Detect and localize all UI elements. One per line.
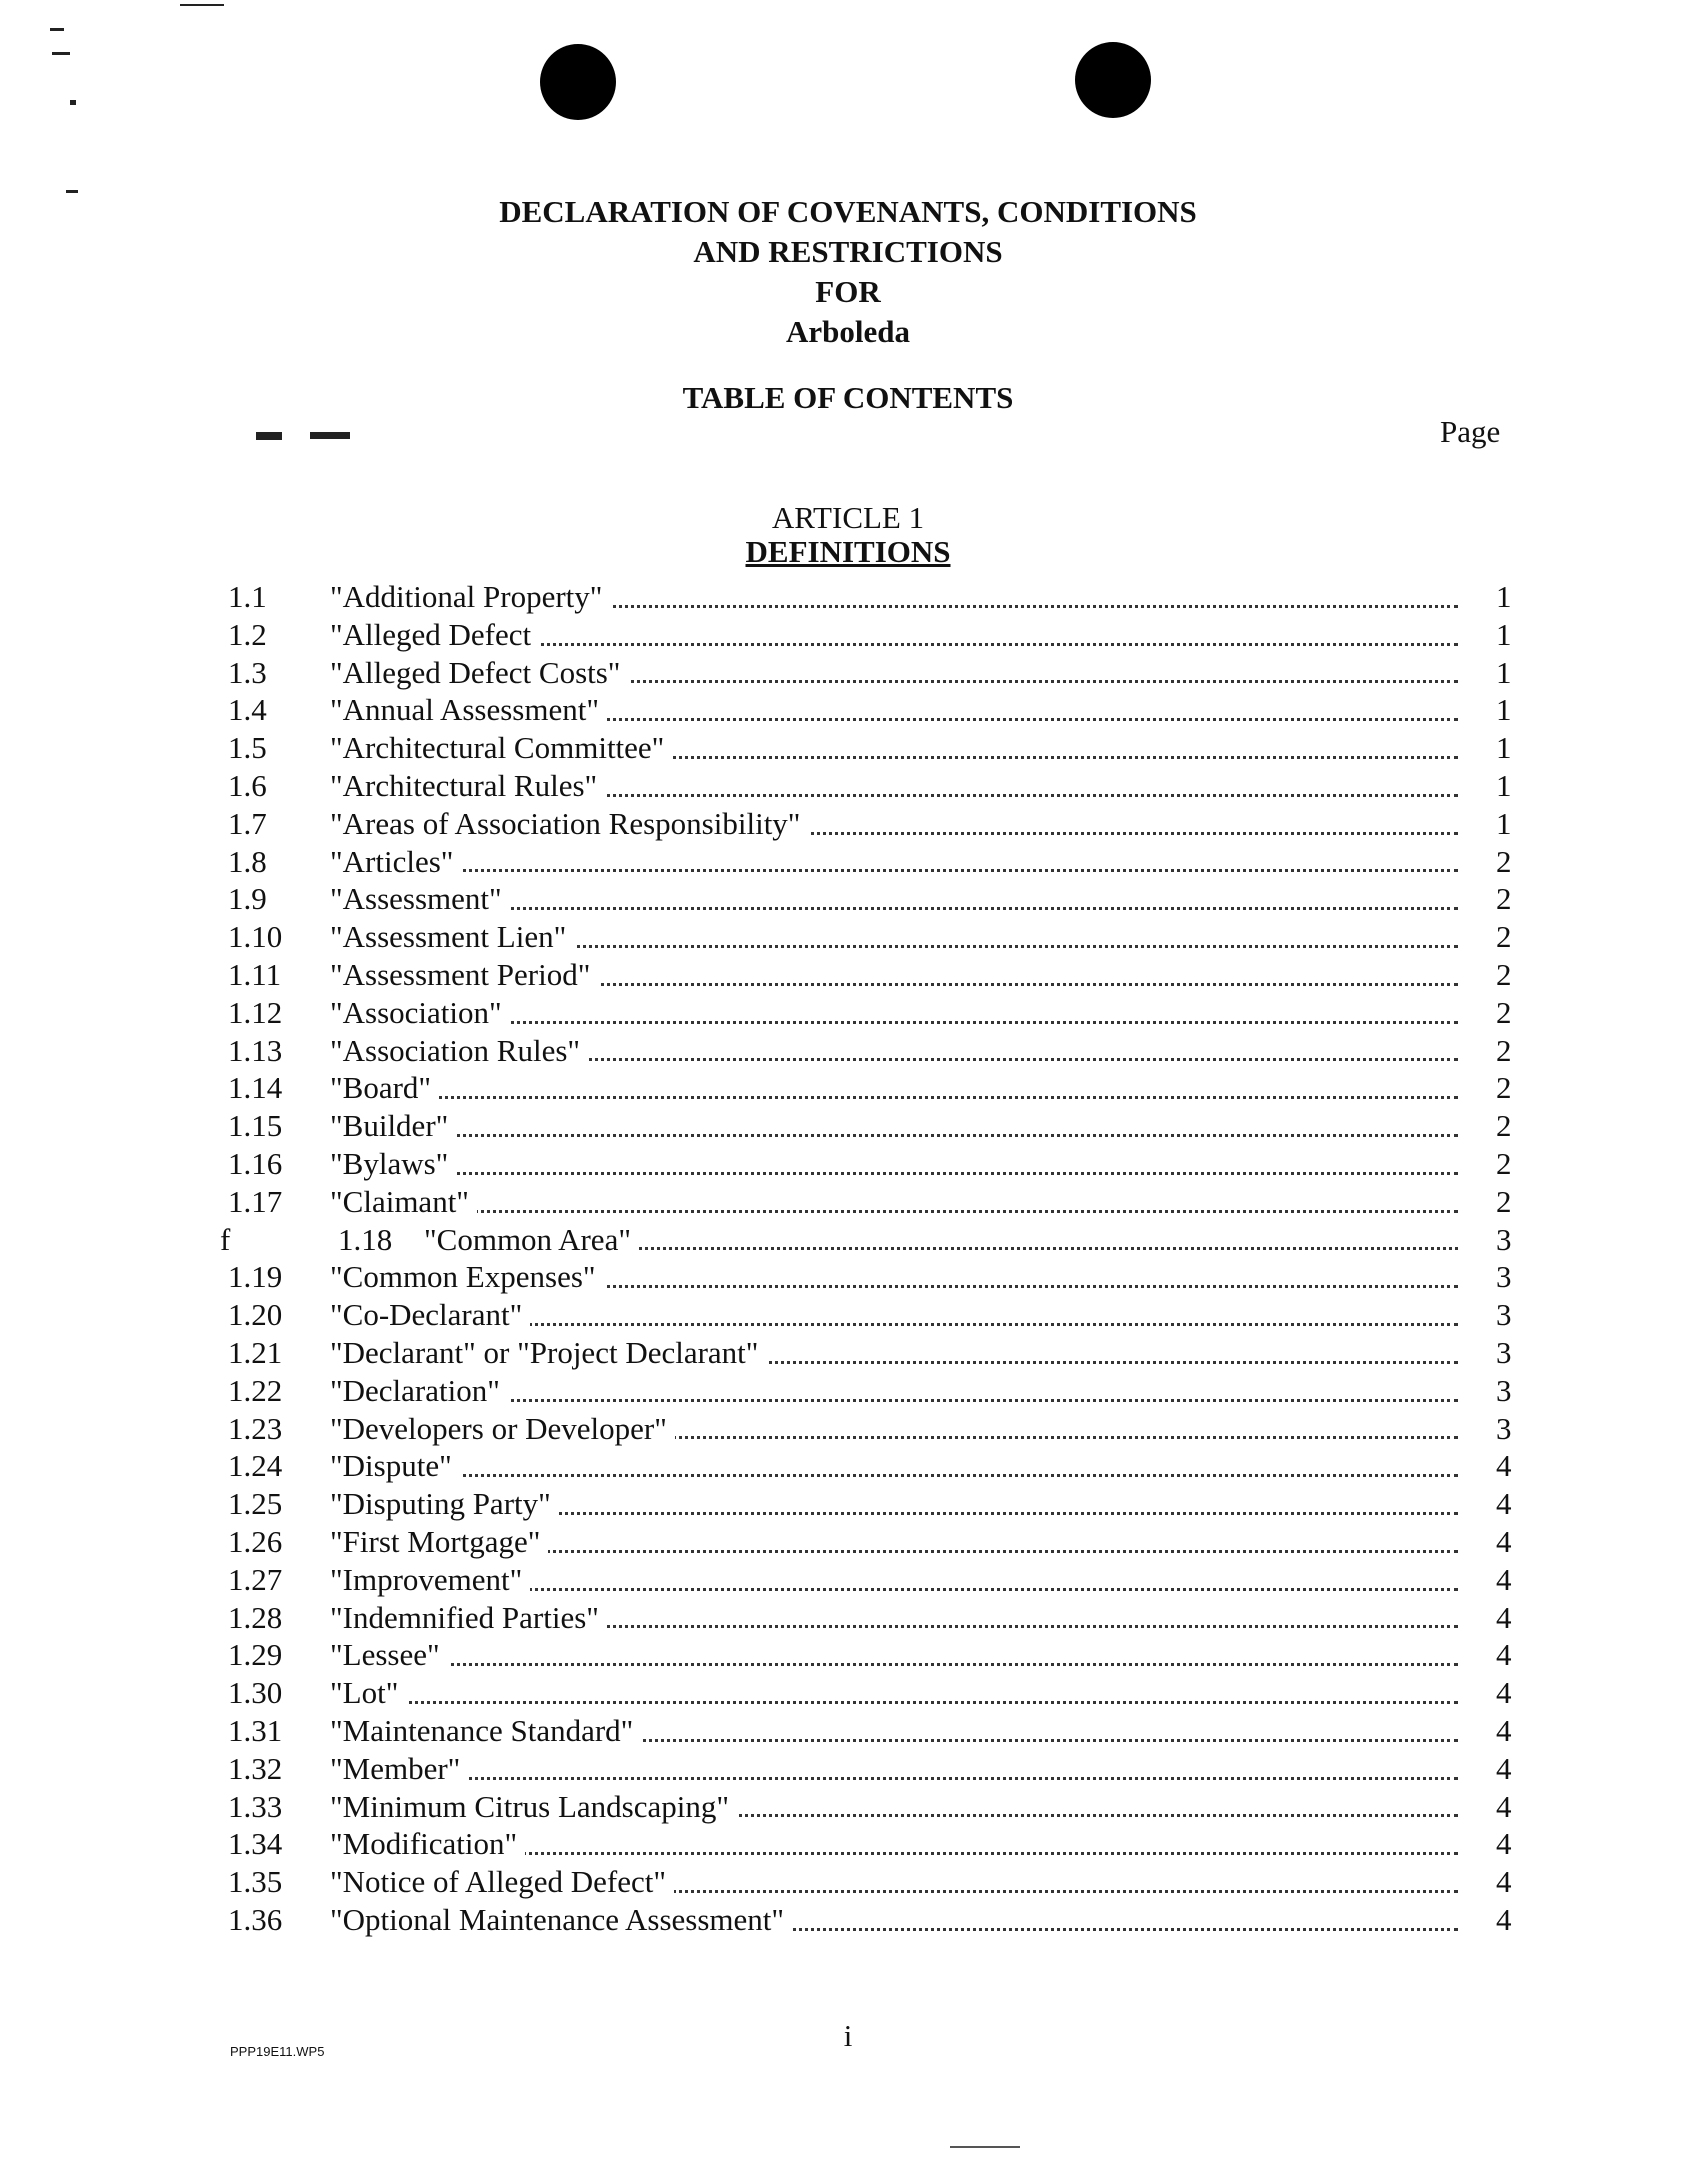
- scan-mark: [256, 432, 282, 440]
- scan-mark: [52, 52, 70, 55]
- toc-entry-number: 1.24: [228, 1448, 283, 1484]
- toc-entry-page: 2: [1496, 956, 1512, 992]
- toc-entry-term: [330, 616, 1458, 654]
- toc-entry: [228, 1825, 1528, 1863]
- toc-entry-term: [330, 1334, 1458, 1372]
- scan-mark: [50, 28, 64, 31]
- toc-entry: [228, 1863, 1528, 1901]
- toc-entry-term-text: "Areas of Association Responsibility": [330, 806, 808, 841]
- toc-entry-term-text: "Developers or Developer": [330, 1411, 675, 1446]
- toc-entry-term-text: "Dispute": [330, 1448, 460, 1483]
- toc-entry-term: [330, 1825, 1458, 1863]
- toc-entry-term: [330, 1296, 1458, 1334]
- toc-entry-term-text: "Articles": [330, 844, 461, 879]
- toc-entry: [228, 1107, 1528, 1145]
- toc-entry-term: [330, 1561, 1458, 1599]
- toc-entry-number: 1.15: [228, 1108, 283, 1144]
- toc-entry-page: 4: [1496, 1523, 1512, 1559]
- toc-entry-page: 2: [1496, 919, 1512, 955]
- toc-entry-term-text: "Builder": [330, 1108, 456, 1143]
- toc-entry-term: [330, 1485, 1458, 1523]
- toc-entry-term: [330, 805, 1458, 843]
- toc-entry-term: [330, 1901, 1458, 1939]
- toc-entry-page: 2: [1496, 1032, 1512, 1068]
- toc-entry-term-text: "Optional Maintenance Assessment": [330, 1902, 792, 1937]
- toc-entry-number: 1.21: [228, 1334, 283, 1370]
- toc-entry-page: 1: [1496, 805, 1512, 841]
- toc-entry-number: 1.23: [228, 1410, 283, 1446]
- toc-entry: [228, 1561, 1528, 1599]
- toc-entry-term: [330, 654, 1458, 692]
- toc-entry-prefix: f: [220, 1221, 231, 1257]
- toc-entry-term: [330, 1258, 1458, 1296]
- toc-entry-term-text: "Alleged Defect: [330, 617, 539, 652]
- toc-entry-term-text: "First Mortgage": [330, 1524, 548, 1559]
- toc-entry-page: 4: [1496, 1750, 1512, 1786]
- toc-entry-term: [330, 1107, 1458, 1145]
- toc-entry-term: [330, 1674, 1458, 1712]
- toc-entry-term: [330, 1183, 1458, 1221]
- toc-dot-leader: [330, 1701, 1458, 1704]
- toc-entry-term: [330, 1447, 1458, 1485]
- toc-entry: [228, 956, 1528, 994]
- toc-entry-number: 1.5: [228, 730, 267, 766]
- toc-entry-term-text: "Indemnified Parties": [330, 1600, 607, 1635]
- punch-hole-left: [540, 44, 616, 120]
- toc-entry-term-text: "Association Rules": [330, 1033, 588, 1068]
- toc-entry: [228, 1334, 1528, 1372]
- toc-entry-number: 1.34: [228, 1826, 283, 1862]
- toc-entry: [228, 729, 1528, 767]
- toc-entry: [228, 616, 1528, 654]
- toc-entry-page: 2: [1496, 1145, 1512, 1181]
- toc-entry: [228, 1069, 1528, 1107]
- toc-entry-term-text: "Alleged Defect Costs": [330, 655, 628, 690]
- toc-entry: [228, 1145, 1528, 1183]
- title-line-4: Arboleda: [786, 314, 910, 349]
- toc-entry-term: [330, 1032, 1458, 1070]
- toc-dot-leader: [330, 1777, 1458, 1780]
- toc-entry: [228, 1674, 1528, 1712]
- toc-entry-number: 1.12: [228, 994, 283, 1030]
- toc-entry-number: 1.25: [228, 1486, 283, 1522]
- toc-entry-number: 1.3: [228, 654, 267, 690]
- toc-entry: [228, 1032, 1528, 1070]
- toc-entry: [228, 1636, 1528, 1674]
- toc-entry-number: 1.6: [228, 767, 267, 803]
- toc-entry-term-text: "Lessee": [330, 1637, 448, 1672]
- toc-entry-term: [330, 578, 1458, 616]
- toc-entry-page: 4: [1496, 1561, 1512, 1597]
- toc-entry-number: 1.26: [228, 1523, 283, 1559]
- toc-entry: [228, 1599, 1528, 1637]
- toc-entry-term: [330, 729, 1458, 767]
- toc-entry-term-text: "Disputing Party": [330, 1486, 559, 1521]
- toc-entry-term-text: "Declaration": [330, 1373, 508, 1408]
- toc-entry-term-text: "Architectural Rules": [330, 768, 605, 803]
- toc-entry-number: 1.1: [228, 579, 267, 614]
- toc-entry-term-text: "Assessment": [330, 881, 510, 916]
- toc-entry-number: 1.29: [228, 1637, 283, 1673]
- toc-entry-number: 1.13: [228, 1032, 283, 1068]
- toc-entry-term-text: "Minimum Citrus Landscaping": [330, 1789, 737, 1824]
- article-label: ARTICLE 1: [771, 500, 925, 535]
- toc-entry-term-text: "Notice of Alleged Defect": [330, 1864, 674, 1899]
- toc-entry: [228, 1410, 1528, 1448]
- toc-entry-term: [330, 1599, 1458, 1637]
- toc-entry-term-text: "Common Expenses": [330, 1259, 604, 1294]
- toc-entry-number: 1.32: [228, 1750, 283, 1786]
- toc-entry-term-text: "Association": [330, 995, 510, 1030]
- toc-entry-page: 1: [1496, 616, 1512, 652]
- toc-entry-term-text: "Lot": [330, 1675, 406, 1710]
- toc-entry-term-text: "Common Area": [424, 1222, 639, 1257]
- toc-entry-term: [330, 1069, 1458, 1107]
- toc-entry-number: 1.17: [228, 1183, 283, 1219]
- toc-entry: [228, 1523, 1528, 1561]
- toc-entry-term: [330, 843, 1458, 881]
- toc-entry-number: 1.14: [228, 1070, 283, 1106]
- toc-entry-page: 4: [1496, 1788, 1512, 1824]
- toc-entry-number: 1.7: [228, 805, 267, 841]
- toc-dot-leader: [330, 869, 1458, 872]
- toc-entry-number: 1.9: [228, 881, 267, 917]
- toc-entry-term-text: "Claimant": [330, 1184, 477, 1219]
- toc-entry-term-text: "Bylaws": [330, 1146, 456, 1181]
- toc-entry: [228, 1485, 1528, 1523]
- toc-entry-term-text: "Assessment Period": [330, 957, 598, 992]
- toc-entry-page: 3: [1496, 1297, 1512, 1333]
- scan-mark: [70, 100, 76, 105]
- toc-dot-leader: [330, 1210, 1458, 1213]
- toc-entry: [228, 1712, 1528, 1750]
- toc-entry-term-text: "Annual Assessment": [330, 692, 607, 727]
- toc-dot-leader: [330, 1663, 1458, 1666]
- page-column-label: Page: [1440, 414, 1501, 449]
- toc-entry: [228, 654, 1528, 692]
- toc-entry-number: 1.36: [228, 1901, 283, 1937]
- toc-entry-term: [330, 1410, 1458, 1448]
- toc-entry-term: [330, 1523, 1458, 1561]
- toc-entry: [228, 1183, 1528, 1221]
- toc-entry-page: 2: [1496, 843, 1512, 879]
- toc-entry-term: [330, 1145, 1458, 1183]
- toc-entry-term: [330, 918, 1458, 956]
- toc-entry-term-text: "Assessment Lien": [330, 919, 574, 954]
- toc-entry-term-text: "Additional Property": [330, 579, 610, 614]
- toc-entry-page: 2: [1496, 1070, 1512, 1106]
- toc-entry-term: [330, 767, 1458, 805]
- toc-entry-term-text: "Declarant" or "Project Declarant": [330, 1335, 766, 1370]
- toc-entry-page: 1: [1496, 692, 1512, 728]
- toc-entry-number: 1.20: [228, 1297, 283, 1333]
- toc-entry: [228, 691, 1528, 729]
- toc-entry-page: 4: [1496, 1637, 1512, 1673]
- toc-entry-page: 3: [1496, 1334, 1512, 1370]
- title-line-3: FOR: [815, 274, 881, 309]
- toc-entry-term-text: "Co-Declarant": [330, 1297, 530, 1332]
- toc-entry-term: [330, 1712, 1458, 1750]
- toc-entry-number: 1.27: [228, 1561, 283, 1597]
- scan-mark: [310, 432, 350, 439]
- toc-entry-page: 4: [1496, 1901, 1512, 1937]
- article-title: DEFINITIONS: [745, 534, 951, 569]
- toc-entry: [228, 767, 1528, 805]
- toc-entry-page: 4: [1496, 1826, 1512, 1862]
- toc-entry-term: [330, 880, 1458, 918]
- toc-entry-term-text: "Modification": [330, 1826, 525, 1861]
- toc-entry: [220, 1221, 1528, 1259]
- toc-entry-number: 1.31: [228, 1712, 283, 1748]
- toc-entry-term-text: "Maintenance Standard": [330, 1713, 641, 1748]
- toc-entry: [228, 1788, 1528, 1826]
- toc-entry: [228, 805, 1528, 843]
- toc-dot-leader: [330, 1474, 1458, 1477]
- scan-mark: [180, 4, 224, 6]
- toc-entry-term-text: "Member": [330, 1751, 468, 1786]
- punch-hole-right: [1075, 42, 1151, 118]
- toc-entry: [228, 1750, 1528, 1788]
- toc-entry-page: 1: [1496, 579, 1512, 614]
- document-title: [0, 192, 1696, 352]
- toc-entry-term-text: "Improvement": [330, 1562, 530, 1597]
- toc-entry-number: 1.28: [228, 1599, 283, 1635]
- toc-entry-page: 4: [1496, 1599, 1512, 1635]
- toc-entry-number: 1.30: [228, 1675, 283, 1711]
- toc-entry-number: 1.22: [228, 1372, 283, 1408]
- toc-entry-page: 1: [1496, 730, 1512, 766]
- toc-entry-term: [330, 994, 1458, 1032]
- toc-entry-term: [330, 1788, 1458, 1826]
- bottom-rule: [950, 2146, 1020, 2148]
- toc-entry: [228, 1901, 1528, 1939]
- toc-entry-number: 1.16: [228, 1145, 283, 1181]
- toc-entry-page: 4: [1496, 1448, 1512, 1484]
- toc-entry: [228, 1258, 1528, 1296]
- toc-entry-page: 1: [1496, 654, 1512, 690]
- toc-entry-term: [330, 1863, 1458, 1901]
- toc-entry: [228, 1296, 1528, 1334]
- toc-entry-page: 4: [1496, 1864, 1512, 1900]
- toc-entry-term: [330, 1372, 1458, 1410]
- toc-entry-number: 1.35: [228, 1864, 283, 1900]
- toc-list: [220, 578, 1528, 1939]
- footer-file-code: PPP19E11.WP5: [230, 2044, 325, 2059]
- title-line-2: AND RESTRICTIONS: [693, 234, 1003, 269]
- toc-entry-page: 3: [1496, 1410, 1512, 1446]
- toc-entry-number: 1.11: [228, 956, 282, 992]
- toc-entry-page: 4: [1496, 1675, 1512, 1711]
- toc-entry-number: 1.19: [228, 1259, 283, 1295]
- toc-entry: [228, 994, 1528, 1032]
- toc-entry-page: 4: [1496, 1712, 1512, 1748]
- toc-entry: [228, 1447, 1528, 1485]
- toc-entry-number: 1.10: [228, 919, 283, 955]
- toc-entry-number: 1.33: [228, 1788, 283, 1824]
- toc-entry: [228, 843, 1528, 881]
- toc-entry-page: 3: [1496, 1372, 1512, 1408]
- toc-dot-leader: [330, 1134, 1458, 1137]
- toc-entry-term-text: "Architectural Committee": [330, 730, 672, 765]
- toc-entry-page: 3: [1496, 1221, 1512, 1257]
- toc-entry-number: 1.18: [338, 1221, 393, 1257]
- toc-entry-page: 2: [1496, 881, 1512, 917]
- toc-entry: [228, 1372, 1528, 1410]
- toc-entry: [228, 918, 1528, 956]
- toc-entry-term: [330, 1750, 1458, 1788]
- toc-entry-term: [330, 956, 1458, 994]
- toc-dot-leader: [330, 1096, 1458, 1099]
- toc-entry: [228, 880, 1528, 918]
- toc-entry-number: 1.8: [228, 843, 267, 879]
- toc-heading: TABLE OF CONTENTS: [682, 380, 1014, 415]
- toc-entry-page: 1: [1496, 767, 1512, 803]
- footer-page-number: i: [843, 2018, 853, 2053]
- toc-entry-page: 2: [1496, 1183, 1512, 1219]
- title-line-1: DECLARATION OF COVENANTS, CONDITIONS: [499, 194, 1197, 229]
- toc-entry-term: [424, 1221, 1458, 1259]
- toc-entry-page: 3: [1496, 1259, 1512, 1295]
- toc-entry-term: [330, 1636, 1458, 1674]
- toc-entry-page: 4: [1496, 1486, 1512, 1522]
- toc-entry-number: 1.2: [228, 616, 267, 652]
- toc-entry-term: [330, 691, 1458, 729]
- toc-entry-number: 1.4: [228, 692, 267, 728]
- toc-entry-page: 2: [1496, 994, 1512, 1030]
- toc-entry-page: 2: [1496, 1108, 1512, 1144]
- toc-dot-leader: [330, 1172, 1458, 1175]
- toc-entry: [228, 578, 1528, 616]
- toc-entry-term-text: "Board": [330, 1070, 439, 1105]
